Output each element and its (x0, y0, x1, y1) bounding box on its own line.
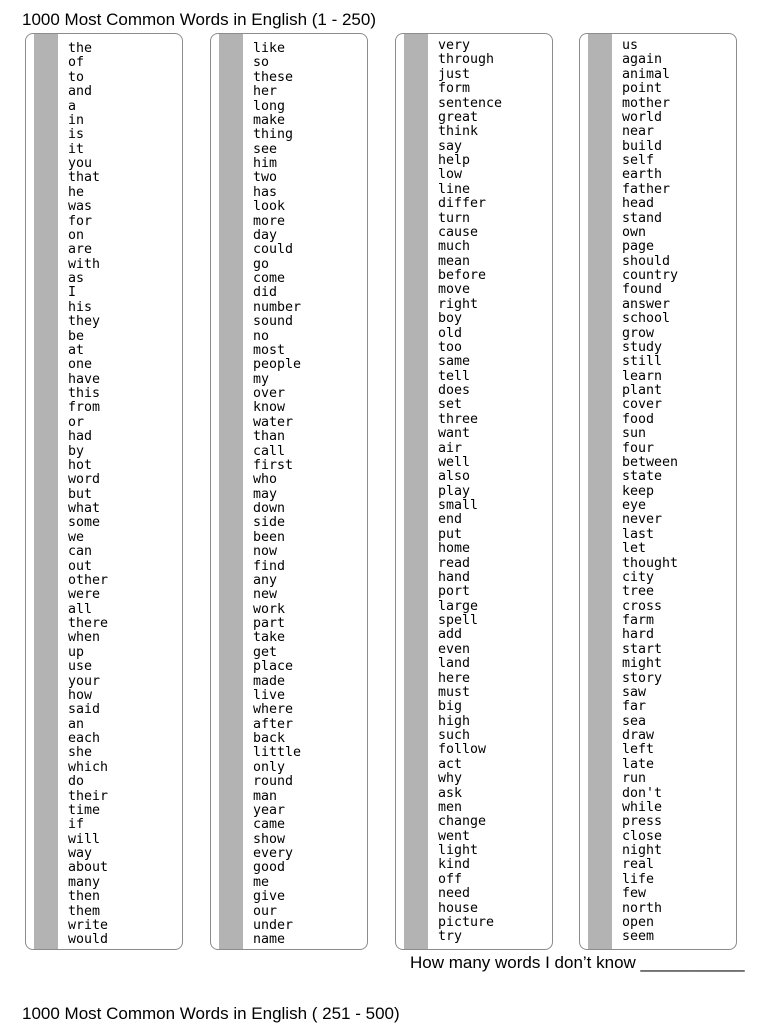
word-item: men (438, 799, 463, 815)
word-item: old (438, 325, 463, 341)
word-item: new (253, 587, 278, 603)
word-item: why (438, 771, 463, 787)
word-list (622, 39, 734, 945)
word-item: after (253, 716, 294, 732)
word-item: read (438, 555, 471, 571)
word-item: had (68, 429, 93, 445)
word-item: look (253, 199, 286, 215)
word-item: write (68, 917, 109, 933)
word-item: between (622, 454, 679, 470)
word-item: would (68, 932, 109, 948)
word-item: little (253, 745, 302, 761)
word-item: number (253, 299, 302, 315)
word-item: way (68, 846, 93, 861)
word-item: few (622, 886, 647, 902)
word-item: near (622, 124, 655, 140)
word-item: do (68, 774, 85, 790)
word-item: us (622, 38, 639, 53)
column-bar (219, 34, 243, 949)
word-item: put (438, 526, 463, 542)
word-item: her (253, 84, 278, 100)
word-item: while (622, 799, 663, 815)
word-item: life (622, 871, 655, 887)
word-item: one (68, 357, 93, 373)
word-item: two (253, 170, 278, 186)
word-item: went (438, 828, 471, 844)
word-item: so (253, 55, 270, 71)
word-item: did (253, 285, 278, 301)
word-item: also (438, 469, 471, 485)
word-item: which (68, 759, 109, 775)
word-item: who (253, 472, 278, 488)
word-item: set (438, 397, 463, 413)
word-item: cause (438, 224, 479, 240)
word-item: say (438, 138, 463, 154)
word-item: school (622, 311, 671, 327)
word-item: said (68, 702, 101, 718)
word-item: kind (438, 857, 471, 873)
word-item: father (622, 181, 671, 197)
word-item: before (438, 268, 487, 283)
word-item: no (253, 328, 270, 344)
word-item: open (622, 914, 655, 930)
word-item: can (68, 544, 93, 560)
word-item: tell (438, 368, 471, 384)
word-item: if (68, 817, 85, 833)
word-item: been (253, 529, 286, 545)
word-item: you (68, 156, 93, 171)
word-item: home (438, 541, 471, 557)
word-item: head (622, 196, 655, 212)
word-column-4 (579, 33, 737, 950)
word-item: side (253, 515, 286, 531)
word-item: that (68, 170, 101, 186)
word-item: picture (438, 914, 495, 930)
word-item: show (253, 831, 286, 847)
word-item: or (68, 414, 85, 430)
word-item: boy (438, 311, 463, 327)
word-item: light (438, 843, 479, 858)
word-item: hard (622, 627, 655, 643)
word-item: his (68, 299, 93, 315)
word-item: world (622, 109, 663, 125)
word-item: line (438, 181, 471, 197)
word-item: every (253, 846, 294, 861)
word-item: cross (622, 598, 663, 614)
word-item: most (253, 342, 286, 358)
word-item: than (253, 429, 286, 445)
word-item: the (68, 41, 93, 56)
word-item: from (68, 400, 101, 416)
word-item: close (622, 828, 663, 844)
word-item: try (438, 929, 463, 945)
word-item: where (253, 702, 294, 718)
word-item: over (253, 386, 286, 401)
word-item: it (68, 141, 85, 157)
word-item: want (438, 426, 471, 442)
word-item: as (68, 271, 85, 286)
word-item: my (253, 371, 270, 387)
word-item: came (253, 817, 286, 833)
word-item: have (68, 371, 101, 387)
word-item: very (438, 38, 471, 53)
word-item: even (438, 641, 471, 657)
word-item: about (68, 860, 109, 876)
word-item: cover (622, 397, 663, 413)
word-item: draw (622, 728, 655, 743)
column-bar (404, 34, 428, 949)
word-item: turn (438, 210, 471, 226)
word-item: and (68, 84, 93, 100)
word-item: see (253, 141, 278, 157)
word-item: again (622, 52, 663, 68)
word-item: own (622, 224, 647, 240)
word-item: tree (622, 584, 655, 600)
word-item: well (438, 454, 471, 470)
word-item: your (68, 673, 101, 689)
word-item: round (253, 774, 294, 790)
word-item: might (622, 656, 663, 672)
word-item: play (438, 483, 471, 499)
word-item: to (68, 69, 85, 85)
word-item: him (253, 156, 278, 171)
word-item: has (253, 184, 278, 200)
word-item: are (68, 242, 93, 258)
word-item: start (622, 641, 663, 657)
word-item: study (622, 339, 663, 355)
word-item: big (438, 699, 463, 715)
word-item: land (438, 656, 471, 672)
word-item: each (68, 731, 101, 746)
word-item: right (438, 296, 479, 312)
word-item: such (438, 728, 471, 743)
word-item: high (438, 713, 471, 729)
word-item: she (68, 745, 93, 761)
word-item: through (438, 52, 495, 68)
word-item: grow (622, 325, 655, 341)
word-item: there (68, 616, 109, 631)
word-item: think (438, 124, 479, 140)
word-item: low (438, 167, 463, 183)
word-item: off (438, 871, 463, 887)
word-item: get (253, 644, 278, 660)
word-item: all (68, 601, 93, 617)
word-item: find (253, 558, 286, 574)
word-column-2 (210, 33, 368, 950)
word-item: state (622, 469, 663, 485)
word-item: our (253, 903, 278, 919)
word-item: call (253, 443, 286, 459)
word-item: use (68, 659, 93, 675)
word-item: mean (438, 253, 471, 269)
word-list (253, 42, 365, 948)
word-item: too (438, 339, 463, 355)
word-item: move (438, 282, 471, 298)
word-item: stand (622, 210, 663, 226)
word-item: time (68, 802, 101, 818)
page-title: 1000 Most Common Words in English (1 - 250) (22, 10, 377, 29)
word-item: left (622, 742, 655, 758)
word-item: city (622, 569, 655, 585)
word-item: go (253, 256, 270, 272)
word-item: sun (622, 426, 647, 442)
word-item: ask (438, 785, 463, 801)
word-item: man (253, 788, 278, 804)
word-item: food (622, 411, 655, 427)
word-item: point (622, 81, 663, 97)
word-item: only (253, 759, 286, 775)
word-item: back (253, 731, 286, 746)
word-item: will (68, 831, 101, 847)
word-item: found (622, 282, 663, 298)
word-item: differ (438, 196, 487, 212)
word-item: in (68, 112, 85, 128)
word-list (438, 39, 550, 945)
word-item: three (438, 411, 479, 427)
word-item: year (253, 802, 286, 818)
word-item: story (622, 670, 663, 686)
word-item: don't (622, 785, 663, 801)
word-item: could (253, 242, 294, 258)
word-item: any (253, 572, 278, 588)
word-item: was (68, 199, 93, 215)
word-item: down (253, 501, 286, 516)
word-item: he (68, 184, 85, 200)
word-item: should (622, 253, 671, 269)
word-item: part (253, 616, 286, 631)
word-item: earth (622, 167, 663, 183)
word-item: I (68, 285, 77, 301)
word-item: air (438, 440, 463, 456)
word-item: place (253, 659, 294, 675)
word-item: me (253, 874, 270, 890)
word-item: saw (622, 684, 647, 700)
word-item: sentence (438, 95, 503, 111)
word-item: know (253, 400, 286, 416)
word-item: a (68, 98, 77, 114)
word-item: keep (622, 483, 655, 499)
word-item: live (253, 687, 286, 703)
word-item: many (68, 874, 101, 890)
word-item: take (253, 630, 286, 646)
word-item: late (622, 756, 655, 772)
word-item: add (438, 627, 463, 643)
word-column-3 (395, 33, 553, 950)
word-item: an (68, 716, 85, 732)
word-item: like (253, 41, 286, 56)
word-item: page (622, 239, 655, 255)
word-list (68, 42, 180, 948)
word-item: self (622, 153, 655, 168)
word-item: they (68, 314, 101, 330)
word-item: at (68, 342, 85, 358)
word-item: when (68, 630, 101, 646)
word-item: real (622, 857, 655, 873)
word-item: come (253, 271, 286, 286)
word-item: thing (253, 127, 294, 143)
column-bar (34, 34, 58, 949)
word-item: sea (622, 713, 647, 729)
word-column-1 (25, 33, 183, 950)
word-item: this (68, 386, 101, 401)
word-item: give (253, 889, 286, 905)
word-item: end (438, 512, 463, 528)
unknown-words-count-prompt: How many words I don’t know ___________ (410, 953, 745, 972)
word-item: seem (622, 929, 655, 945)
word-item: act (438, 756, 463, 772)
word-item: far (622, 699, 647, 715)
word-item: form (438, 81, 471, 97)
word-item: under (253, 917, 294, 933)
word-item: of (68, 55, 85, 71)
word-item: people (253, 357, 302, 373)
word-item: follow (438, 742, 487, 758)
column-bar (588, 34, 612, 949)
word-item: these (253, 69, 294, 85)
word-item: build (622, 138, 663, 154)
word-item: hand (438, 569, 471, 585)
word-item: press (622, 814, 663, 830)
word-item: night (622, 843, 663, 858)
word-item: last (622, 526, 655, 542)
word-item: may (253, 486, 278, 502)
word-item: how (68, 687, 93, 703)
word-item: be (68, 328, 85, 344)
word-item: four (622, 440, 655, 456)
word-item: still (622, 354, 663, 370)
word-item: house (438, 900, 479, 916)
next-page-title: 1000 Most Common Words in English ( 251 - 500) (22, 1004, 400, 1023)
word-item: plant (622, 383, 663, 398)
word-item: hot (68, 457, 93, 473)
word-item: them (68, 903, 101, 919)
word-item: some (68, 515, 101, 531)
word-item: great (438, 109, 479, 125)
word-item: word (68, 472, 101, 488)
word-item: for (68, 213, 93, 229)
word-item: first (253, 457, 294, 473)
word-item: work (253, 601, 286, 617)
word-item: eye (622, 498, 647, 513)
word-item: is (68, 127, 85, 143)
word-item: but (68, 486, 93, 502)
word-item: here (438, 670, 471, 686)
word-item: what (68, 501, 101, 516)
word-item: animal (622, 66, 671, 82)
word-item: just (438, 66, 471, 82)
word-item: then (68, 889, 101, 905)
word-item: never (622, 512, 663, 528)
word-item: with (68, 256, 101, 272)
word-item: small (438, 498, 479, 513)
word-item: day (253, 227, 278, 243)
word-item: help (438, 153, 471, 168)
word-item: answer (622, 296, 671, 312)
word-item: more (253, 213, 286, 229)
word-item: mother (622, 95, 671, 111)
word-item: on (68, 227, 85, 243)
word-item: must (438, 684, 471, 700)
word-item: other (68, 572, 109, 588)
word-item: name (253, 932, 286, 948)
word-item: change (438, 814, 487, 830)
word-item: their (68, 788, 109, 804)
word-item: water (253, 414, 294, 430)
word-item: good (253, 860, 286, 876)
word-item: made (253, 673, 286, 689)
word-item: we (68, 529, 85, 545)
word-item: spell (438, 613, 479, 628)
word-item: thought (622, 555, 679, 571)
word-item: let (622, 541, 647, 557)
word-item: same (438, 354, 471, 370)
word-item: learn (622, 368, 663, 384)
word-item: out (68, 558, 93, 574)
word-item: need (438, 886, 471, 902)
word-item: north (622, 900, 663, 916)
word-item: does (438, 383, 471, 398)
word-item: much (438, 239, 471, 255)
word-item: large (438, 598, 479, 614)
word-item: make (253, 112, 286, 128)
word-item: run (622, 771, 647, 787)
word-item: port (438, 584, 471, 600)
word-item: up (68, 644, 85, 660)
word-item: were (68, 587, 101, 603)
word-item: by (68, 443, 85, 459)
word-item: sound (253, 314, 294, 330)
word-item: country (622, 268, 679, 283)
word-item: long (253, 98, 286, 114)
word-item: now (253, 544, 278, 560)
word-item: farm (622, 613, 655, 628)
